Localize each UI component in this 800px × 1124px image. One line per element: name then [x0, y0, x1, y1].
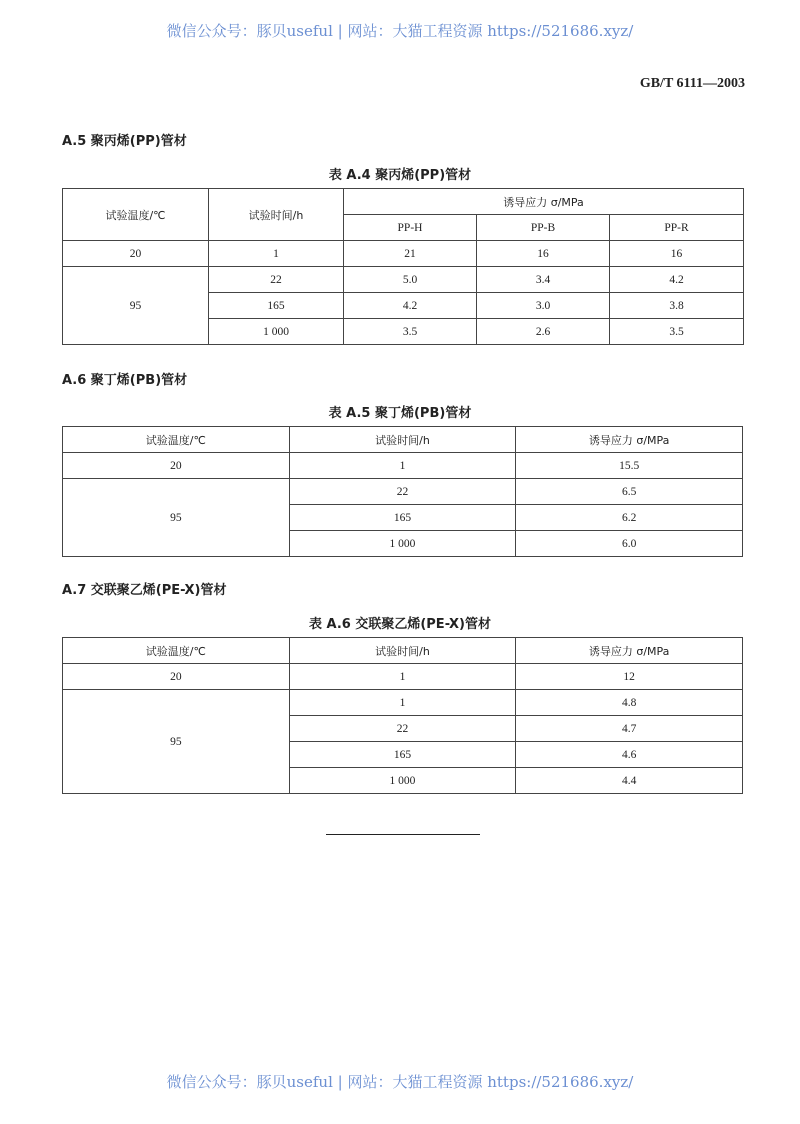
cell-value: 15.5: [516, 453, 743, 479]
cell-value: 4.2: [344, 293, 477, 319]
table-a6: [62, 637, 743, 794]
cell-time: 165: [209, 293, 344, 319]
header-stress: 诱导应力 σ/MPa: [516, 427, 743, 453]
cell-value: 16: [477, 241, 610, 267]
table-row: [63, 453, 743, 479]
cell-value: 3.0: [477, 293, 610, 319]
table-row: [63, 690, 743, 716]
cell-time: 1: [209, 241, 344, 267]
cell-time: 1 000: [209, 319, 344, 345]
cell-time: 165: [289, 505, 516, 531]
cell-value: 6.2: [516, 505, 743, 531]
header-temp: 试验温度/℃: [63, 638, 290, 664]
cell-value: 4.8: [516, 690, 743, 716]
standard-number: GB/T 6111—2003: [639, 76, 745, 91]
cell-value: 21: [344, 241, 477, 267]
table-row: [63, 479, 743, 505]
cell-temp: 20: [63, 241, 209, 267]
header-pp-b: PP-B: [477, 215, 610, 241]
cell-temp: 95: [63, 479, 290, 557]
header-time: 试验时间/h: [289, 638, 516, 664]
cell-value: 3.5: [610, 319, 744, 345]
cell-time: 1: [289, 664, 516, 690]
cell-value: 3.5: [344, 319, 477, 345]
section-heading-a6: A.6 聚丁烯(PB)管材: [62, 373, 188, 388]
cell-value: 4.7: [516, 716, 743, 742]
cell-temp: 20: [63, 664, 290, 690]
header-pp-h: PP-H: [344, 215, 477, 241]
cell-temp: 95: [63, 690, 290, 794]
header-stress: 诱导应力 σ/MPa: [344, 189, 744, 215]
cell-time: 22: [209, 267, 344, 293]
header-pp-r: PP-R: [610, 215, 744, 241]
table-a4: [62, 188, 744, 345]
table-title-a6: 表 A.6 交联聚乙烯(PE-X)管材: [309, 617, 491, 632]
cell-value: 12: [516, 664, 743, 690]
section-heading-a7: A.7 交联聚乙烯(PE-X)管材: [62, 583, 227, 598]
cell-temp: 95: [63, 267, 209, 345]
cell-value: 3.8: [610, 293, 744, 319]
watermark-bottom: 微信公众号：豚贝useful | 网站：大猫工程资源 https://521686.xyz/: [166, 1073, 634, 1091]
cell-time: 165: [289, 742, 516, 768]
cell-time: 1 000: [289, 768, 516, 794]
cell-value: 6.0: [516, 531, 743, 557]
watermark-top: 微信公众号：豚贝useful | 网站：大猫工程资源 https://521686.xyz/: [166, 22, 634, 40]
header-time: 试验时间/h: [209, 189, 344, 241]
cell-temp: 20: [63, 453, 290, 479]
header-temp: 试验温度/℃: [63, 427, 290, 453]
cell-value: 4.6: [516, 742, 743, 768]
cell-time: 1: [289, 453, 516, 479]
cell-value: 3.4: [477, 267, 610, 293]
table-row: [63, 267, 744, 293]
cell-value: 4.2: [610, 267, 744, 293]
table-title-a4: 表 A.4 聚丙烯(PP)管材: [328, 168, 472, 183]
cell-value: 5.0: [344, 267, 477, 293]
table-title-a5: 表 A.5 聚丁烯(PB)管材: [328, 406, 472, 421]
cell-time: 1: [289, 690, 516, 716]
end-rule: [326, 834, 480, 835]
header-temp: 试验温度/℃: [63, 189, 209, 241]
section-heading-a5: A.5 聚丙烯(PP)管材: [62, 134, 187, 149]
cell-time: 1 000: [289, 531, 516, 557]
cell-value: 6.5: [516, 479, 743, 505]
table-a5: [62, 426, 743, 557]
table-row: [63, 664, 743, 690]
header-time: 试验时间/h: [289, 427, 516, 453]
header-stress: 诱导应力 σ/MPa: [516, 638, 743, 664]
cell-value: 2.6: [477, 319, 610, 345]
cell-time: 22: [289, 479, 516, 505]
cell-time: 22: [289, 716, 516, 742]
cell-value: 4.4: [516, 768, 743, 794]
table-row: [63, 241, 744, 267]
cell-value: 16: [610, 241, 744, 267]
